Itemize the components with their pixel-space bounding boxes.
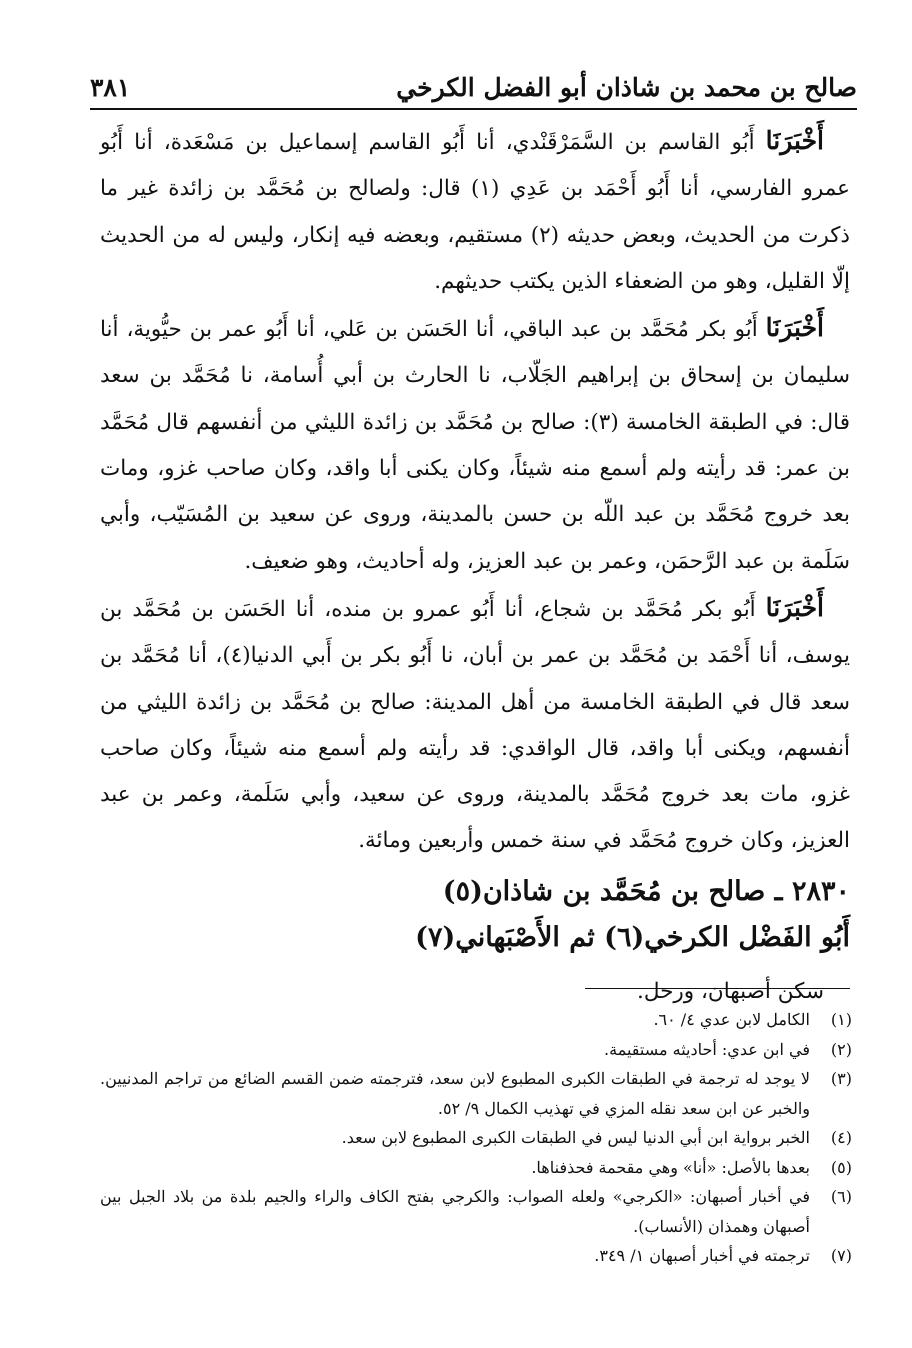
footnote-text: الكامل لابن عدي ٤/ ٦٠. <box>653 1010 810 1029</box>
paragraph <box>100 585 850 865</box>
footnote-rule <box>585 988 850 989</box>
footnote <box>100 1182 852 1241</box>
running-title: صالح بن محمد بن شاذان أبو الفضل الكرخي <box>396 73 857 102</box>
page-header <box>90 62 857 102</box>
paragraph-text: أَبُو القاسم بن السَّمَرْقَنْدي، أنا أَبُو القاسم إسماعيل بن مَسْعَدة، أنا أَبُو عمرو الفارسي، أنا أَبُو أَحْمَد بن عَدِي (١) قال: ولصالح بن مُحَمَّد بن زائدة غير ما ذكرت من الحديث، وبعض حديثه (٢) مستقيم، وبعضه فيه إنكار، وليس له من الحديث إلّا القليل، وهو من الضعفاء الذين يكتب حديثهم. <box>100 130 851 294</box>
page-number: ٣٨١ <box>90 73 131 102</box>
footnote-text: لا يوجد له ترجمة في الطبقات الكبرى المطبوع لابن سعد، فترجمته ضمن القسم الضائع من تراجم المدنيين. والخبر عن ابن سعد نقله المزي في تهذيب الكمال ٩/ ٥٢. <box>100 1069 810 1118</box>
header-rule <box>90 108 857 110</box>
paragraph-lead: أَخْبَرَنَا <box>765 126 824 155</box>
footnotes <box>100 1005 852 1271</box>
main-text <box>100 118 850 1015</box>
footnote <box>100 1153 852 1183</box>
footnote <box>100 1035 852 1065</box>
footnote <box>100 1005 852 1035</box>
footnote <box>100 1123 852 1153</box>
paragraph-text: أَبُو بكر مُحَمَّد بن عبد الباقي، أنا الحَسَن بن عَلي، أنا أَبُو عمر بن حيُّوية، أنا سليمان بن إسحاق بن إبراهيم الجَلّاب، نا الحارث بن أبي أُسامة، نا مُحَمَّد بن سعد قال: في الطبقة الخامسة (٣): صالح بن مُحَمَّد بن زائدة الليثي من أنفسهم قال مُحَمَّد بن عمر: قد رأيته ولم أسمع منه شيئاً، وكان يكنى أبا واقد، وكان صاحب غزو، ومات بعد خروج مُحَمَّد بن عبد اللّه بن حسن بالمدينة، وروى عن سعيد بن المُسَيّب، وأبي سَلَمة بن عبد الرَّحمَن، وعمر بن عبد العزيز، وله أحاديث، وهو ضعيف. <box>100 317 851 574</box>
footnote-number: (٢) <box>830 1039 852 1059</box>
footnote-number: (٤) <box>830 1128 852 1147</box>
footnote-text: في أخبار أصبهان: «الكرجي» ولعله الصواب: والكرجي بفتح الكاف والراء والجيم بلدة من بلاد الجبل بين أصبهان وهمذان (الأنساب). <box>100 1187 810 1236</box>
footnote-number: (٧) <box>830 1246 852 1265</box>
entry-heading-line-2: أَبُو الفَضْل الكرخي(٦) ثم الأَصْبَهاني(٧) <box>415 921 850 953</box>
footnote-text: الخبر برواية ابن أبي الدنيا ليس في الطبقات الكبرى المطبوع لابن سعد. <box>341 1128 810 1147</box>
entry-heading-line-1: ٢٨٣٠ ـ صالح بن مُحَمَّد بن شاذان(٥) <box>442 875 850 907</box>
paragraph <box>100 118 850 305</box>
footnote-number: (٥) <box>830 1157 852 1177</box>
paragraph-lead: أَخْبَرَنَا <box>765 313 824 343</box>
footnote-text: بعدها بالأصل: «أنا» وهي مقحمة فحذفناها. <box>531 1157 810 1177</box>
paragraph <box>100 305 850 585</box>
entry-heading <box>100 869 850 961</box>
footnote <box>100 1241 852 1271</box>
paragraph-text: أَبُو بكر مُحَمَّد بن شجاع، أنا أَبُو عمرو بن منده، أنا الحَسَن بن مُحَمَّد بن يوسف، أنا أَحْمَد بن مُحَمَّد بن عمر بن أبان، نا أَبُو بكر بن أَبي الدنيا(٤)، أنا مُحَمَّد بن سعد قال في الطبقة الخامسة من أهل المدينة: صالح بن مُحَمَّد بن زائدة الليثي من أنفسهم، ويكنى أبا واقد، قال الواقدي: قد رأيته ولم أسمع منه شيئاً، وكان صاحب غزو، مات بعد خروج مُحَمَّد بالمدينة، وروى عن سعيد، وأبي سَلَمة، وعمر بن عبد العزيز، وكان خروج مُحَمَّد في سنة خمس وأربعين ومائة. <box>100 596 850 854</box>
entry-body: سكن أصبهان، ورحل. <box>636 978 824 1004</box>
footnote-number: (٣) <box>830 1069 852 1088</box>
footnote-number: (١) <box>830 1010 852 1029</box>
footnote-number: (٦) <box>830 1187 852 1206</box>
footnote-text: في ابن عدي: أحاديثه مستقيمة. <box>604 1039 810 1059</box>
paragraph-lead: أَخْبَرَنَا <box>765 592 824 622</box>
footnote-text: ترجمته في أخبار أصبهان ١/ ٣٤٩. <box>594 1246 810 1265</box>
footnote <box>100 1064 852 1123</box>
